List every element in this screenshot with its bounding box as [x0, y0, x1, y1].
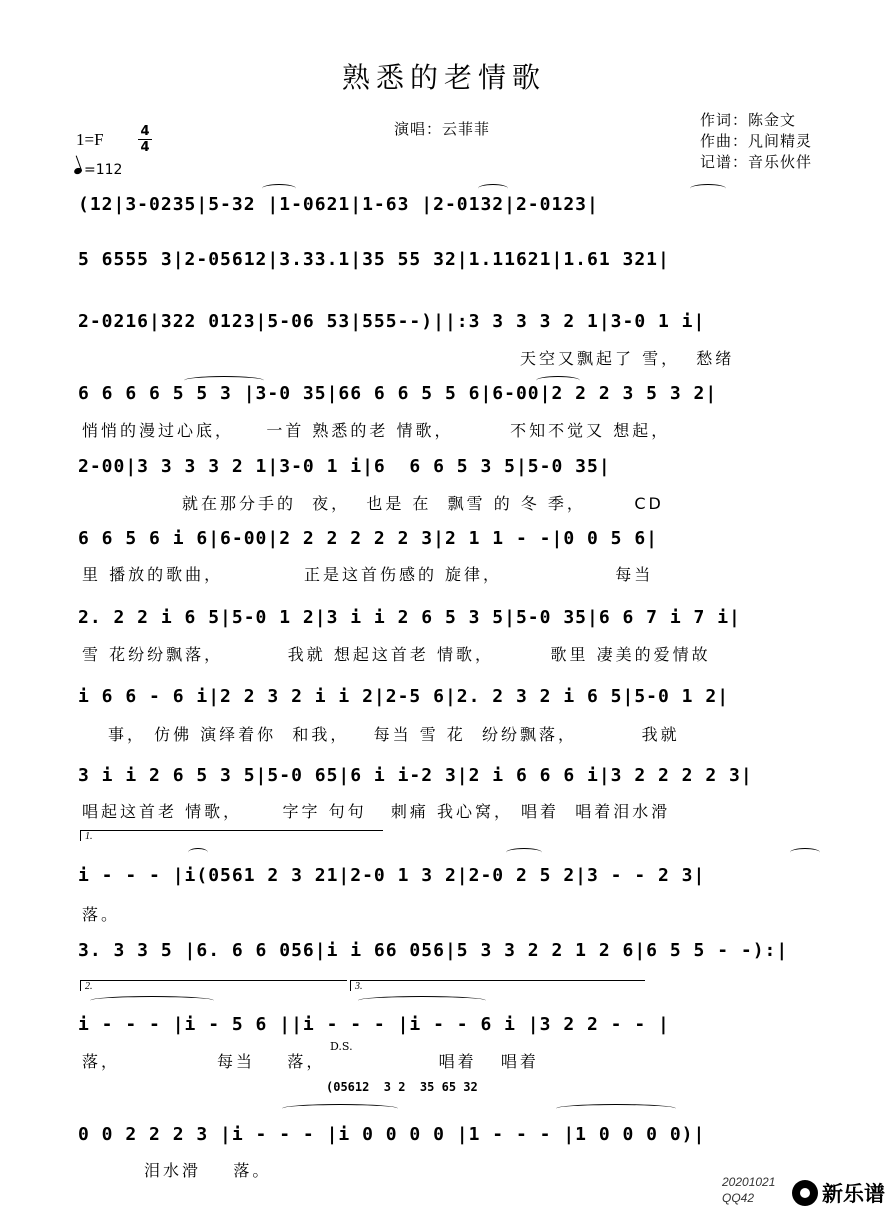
volta-1: 1. — [80, 830, 383, 841]
lyricist-credit: 作词：陈金文 — [700, 111, 797, 129]
staff-line-8: i 6 6 - 6 i|2 2 3 2 i i 2|2-5 6|2. 2 3 2 i 6 5|5-0 1 2| — [78, 686, 730, 707]
volta-3: 3. — [350, 980, 645, 991]
song-title: 熟悉的老情歌 — [341, 61, 546, 94]
lyric-line-6: 事， 仿佛 演绎着你 和我， 每当 雪 花 纷纷飘落， 我就 — [108, 725, 680, 744]
logo-text: 新乐谱 — [822, 1182, 885, 1206]
staff-line-12: i - - - |i - 5 6 ||i - - - |i - - 6 i |3 2 2 - - | — [78, 1014, 670, 1035]
tie-mark — [282, 1104, 398, 1113]
ds-mark: D.S. — [330, 1040, 353, 1053]
staff-line-9: 3 i i 2 6 5 3 5|5-0 65|6 i i-2 3|2 i 6 6 6 i|3 2 2 2 2 3| — [78, 765, 753, 786]
lyric-line-3: 就在那分手的 夜， 也是 在 飘雪 的 冬 季， CD — [182, 494, 664, 513]
staff-line-13: 0 0 2 2 2 3 |i - - - |i 0 0 0 0 |1 - - - |1 0 0 0 0)| — [78, 1124, 706, 1145]
transcriber-credit: 记谱：音乐伙伴 — [700, 153, 813, 171]
quarter-note-icon — [73, 167, 83, 175]
tie-mark — [478, 184, 508, 193]
tie-mark — [790, 848, 820, 857]
tie-mark — [536, 376, 580, 385]
composer-credit: 作曲：凡间精灵 — [700, 132, 813, 150]
staff-line-10: i - - - |i(0561 2 3 21|2-0 1 3 2|2-0 2 5 2|3 - - 2 3| — [78, 865, 706, 886]
lyric-line-4: 里 播放的歌曲， 正是这首伤感的 旋律， 每当 — [82, 565, 654, 584]
tie-mark — [262, 184, 296, 193]
tie-mark — [188, 848, 208, 857]
key-signature: 1=F — [76, 130, 104, 149]
staff-line-1: (12|3-0235|5-32 |1-0621|1-63 |2-0132|2-0123| — [78, 194, 599, 215]
tie-mark — [90, 996, 214, 1005]
record-disc-icon — [792, 1180, 818, 1206]
time-signature: $\frac{4}{4}$ — [138, 124, 152, 155]
staff-line-3: 2-0216|322 0123|5-06 53|555--)||:3 3 3 3 2 1|3-0 1 i| — [78, 311, 706, 332]
staff-line-11: 3. 3 3 5 |6. 6 6 056|i i 66 056|5 3 3 2 2 1 2 6|6 5 5 - -):| — [78, 940, 789, 961]
date-stamp: 20201021 QQ42 — [722, 1175, 776, 1205]
tie-mark — [184, 376, 264, 385]
staff-line-4: 6 6 6 6 5 5 3 |3-0 35|66 6 6 5 5 6|6-00|2 2 2 3 5 3 2| — [78, 383, 718, 404]
lyric-line-10: 泪水滑 落。 — [144, 1161, 272, 1180]
lyric-line-1: 天空又飘起了 雪， 愁绪 — [520, 349, 735, 368]
tempo-marking: =112 — [74, 162, 122, 178]
staff-line-6: 6 6 5 6 i 6|6-00|2 2 2 2 2 2 3|2 1 1 - -|0 0 5 6| — [78, 528, 659, 549]
lyric-line-7: 唱起这首老 情歌， 字字 句句 刺痛 我心窝， 唱着 唱着泪水滑 — [82, 802, 671, 821]
lyric-line-8: 落。 — [82, 905, 121, 924]
lyric-line-9: 落， 每当 落， 唱着 唱着 — [82, 1052, 539, 1071]
bridge-notes: (05612 3 2 35 65 32 — [326, 1080, 478, 1094]
staff-line-2: 5 6555 3|2-05612|3.33.1|35 55 32|1.11621|1.61 321| — [78, 249, 670, 270]
tie-mark — [556, 1104, 676, 1113]
staff-line-5: 2-00|3 3 3 3 2 1|3-0 1 i|6 6 6 5 3 5|5-0 35| — [78, 456, 611, 477]
volta-2: 2. — [80, 980, 347, 991]
singer-credit: 演唱：云菲菲 — [394, 120, 491, 138]
lyric-line-5: 雪 花纷纷飘落， 我就 想起这首老 情歌， 歌里 凄美的爱情故 — [82, 645, 711, 664]
staff-line-7: 2. 2 2 i 6 5|5-0 1 2|3 i i 2 6 5 3 5|5-0 35|6 6 7 i 7 i| — [78, 607, 741, 628]
site-logo — [792, 1178, 885, 1208]
tie-mark — [358, 996, 486, 1005]
tie-mark — [690, 184, 726, 193]
tie-mark — [506, 848, 542, 857]
lyric-line-2: 悄悄的漫过心底， 一首 熟悉的老 情歌， 不知不觉又 想起， — [82, 421, 671, 440]
